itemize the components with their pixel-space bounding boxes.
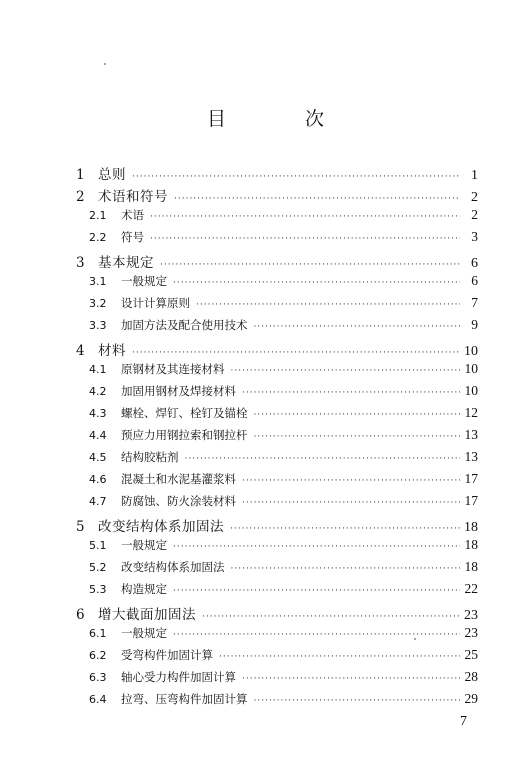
- entry-number: 1: [76, 167, 85, 183]
- entry-title: 符号: [121, 230, 144, 244]
- entry-title: 防腐蚀、防火涂装材料: [121, 494, 236, 508]
- toc-entry[interactable]: [76, 361, 478, 383]
- entry-number: 5.1: [89, 539, 107, 552]
- scan-speck: [414, 638, 416, 640]
- page-title: 目 次: [206, 108, 354, 130]
- entry-page: 1: [471, 168, 478, 183]
- toc-entry[interactable]: [76, 163, 478, 185]
- entry-title: 混凝土和水泥基灌浆料: [121, 472, 236, 486]
- entry-number: 3.3: [89, 319, 107, 332]
- entry-number: 4.1: [89, 363, 107, 376]
- dot-leader: [202, 612, 460, 622]
- entry-title: 术语: [121, 208, 144, 222]
- entry-number: 4.2: [89, 385, 107, 398]
- entry-page: 18: [464, 520, 478, 535]
- dot-leader: [254, 432, 461, 442]
- entry-number: 6.1: [89, 627, 107, 640]
- dot-leader: [242, 674, 460, 684]
- entry-page: 7: [471, 295, 478, 310]
- toc-entry[interactable]: [76, 383, 478, 405]
- entry-page: 23: [464, 625, 478, 640]
- entry-page: 2: [471, 207, 478, 222]
- toc-entry[interactable]: [76, 229, 478, 251]
- entry-page: 13: [464, 427, 478, 442]
- dot-leader: [254, 696, 461, 706]
- toc-entry[interactable]: [76, 537, 478, 559]
- entry-page: 17: [464, 471, 478, 486]
- dot-leader: [254, 322, 461, 332]
- toc-entry[interactable]: [76, 427, 478, 449]
- entry-number: 6: [76, 607, 85, 623]
- entry-page: 12: [464, 405, 478, 420]
- entry-number: 2.1: [89, 209, 107, 222]
- toc-entry[interactable]: [76, 647, 478, 669]
- dot-leader: [132, 172, 460, 182]
- entry-number: 6.2: [89, 649, 107, 662]
- toc-entry[interactable]: [76, 207, 478, 229]
- entry-number: 5: [76, 519, 85, 535]
- entry-page: 10: [464, 361, 478, 376]
- entry-page: 6: [471, 256, 478, 271]
- entry-page: 2: [471, 190, 478, 205]
- dot-leader: [242, 388, 460, 398]
- entry-title: 拉弯、压弯构件加固计算: [121, 692, 248, 706]
- entry-page: 10: [464, 344, 478, 359]
- dot-leader: [160, 260, 460, 270]
- dot-leader: [231, 564, 461, 574]
- toc-entry[interactable]: [76, 405, 478, 427]
- dot-leader: [173, 630, 460, 640]
- entry-page: 18: [464, 537, 478, 552]
- table-of-contents: [76, 163, 478, 713]
- toc-entry[interactable]: [76, 449, 478, 471]
- entry-title: 基本规定: [98, 255, 154, 271]
- entry-number: 2: [76, 189, 85, 205]
- dot-leader: [230, 524, 460, 534]
- entry-page: 3: [471, 229, 478, 244]
- dot-leader: [174, 194, 460, 204]
- entry-title: 增大截面加固法: [98, 607, 196, 623]
- dot-leader: [150, 234, 460, 244]
- dot-leader: [173, 542, 460, 552]
- toc-entry[interactable]: [76, 317, 478, 339]
- entry-title: 改变结构体系加固法: [98, 519, 224, 535]
- entry-number: 3.1: [89, 275, 107, 288]
- entry-title: 一般规定: [121, 538, 167, 552]
- entry-page: 28: [464, 669, 478, 684]
- toc-entry[interactable]: [76, 339, 478, 361]
- dot-leader: [196, 300, 460, 310]
- entry-number: 4.6: [89, 473, 107, 486]
- dot-leader: [242, 476, 460, 486]
- entry-number: 5.3: [89, 583, 107, 596]
- entry-title: 加固方法及配合使用技术: [121, 318, 248, 332]
- entry-number: 5.2: [89, 561, 107, 574]
- entry-title: 轴心受力构件加固计算: [121, 670, 236, 684]
- entry-title: 一般规定: [121, 626, 167, 640]
- entry-number: 6.4: [89, 693, 107, 706]
- toc-entry[interactable]: [76, 471, 478, 493]
- dot-leader: [231, 366, 461, 376]
- toc-entry[interactable]: [76, 251, 478, 273]
- toc-entry[interactable]: [76, 669, 478, 691]
- entry-page: 25: [464, 647, 478, 662]
- entry-title: 设计计算原则: [121, 296, 190, 310]
- entry-page: 17: [464, 493, 478, 508]
- dot-leader: [173, 586, 460, 596]
- entry-page: 18: [464, 559, 478, 574]
- toc-entry[interactable]: [76, 493, 478, 515]
- entry-page: 29: [464, 691, 478, 706]
- entry-title: 改变结构体系加固法: [121, 560, 225, 574]
- entry-number: 2.2: [89, 231, 107, 244]
- entry-page: 22: [464, 581, 478, 596]
- entry-title: 结构胶粘剂: [121, 450, 179, 464]
- dot-leader: [242, 498, 460, 508]
- entry-number: 4.3: [89, 407, 107, 420]
- entry-title: 一般规定: [121, 274, 167, 288]
- toc-entry[interactable]: [76, 559, 478, 581]
- dot-leader: [132, 348, 460, 358]
- dot-leader: [185, 454, 461, 464]
- entry-number: 4.7: [89, 495, 107, 508]
- toc-entry[interactable]: [76, 603, 478, 625]
- dot-leader: [254, 410, 461, 420]
- entry-title: 原钢材及其连接材料: [121, 362, 225, 376]
- toc-entry[interactable]: [76, 691, 478, 713]
- dot-leader: [173, 278, 460, 288]
- toc-entry[interactable]: [76, 273, 478, 295]
- entry-number: 4.4: [89, 429, 107, 442]
- toc-entry[interactable]: [76, 515, 478, 537]
- entry-number: 3: [76, 255, 85, 271]
- scan-speck: [104, 63, 106, 65]
- entry-title: 总则: [98, 167, 126, 183]
- toc-entry[interactable]: [76, 295, 478, 317]
- toc-entry[interactable]: [76, 185, 478, 207]
- entry-title: 预应力用钢拉索和钢拉杆: [121, 428, 248, 442]
- entry-title: 受弯构件加固计算: [121, 648, 213, 662]
- entry-title: 材料: [98, 343, 126, 359]
- toc-entry[interactable]: [76, 625, 478, 647]
- entry-title: 术语和符号: [98, 189, 168, 205]
- entry-title: 加固用钢材及焊接材料: [121, 384, 236, 398]
- entry-page: 9: [471, 317, 478, 332]
- entry-number: 4: [76, 343, 85, 359]
- entry-page: 6: [471, 273, 478, 288]
- entry-title: 螺栓、焊钉、栓钉及锚栓: [121, 406, 248, 420]
- entry-number: 3.2: [89, 297, 107, 310]
- entry-page: 23: [464, 608, 478, 623]
- entry-page: 13: [464, 449, 478, 464]
- entry-number: 6.3: [89, 671, 107, 684]
- entry-title: 构造规定: [121, 582, 167, 596]
- dot-leader: [150, 212, 460, 222]
- entry-page: 10: [464, 383, 478, 398]
- page-number: 7: [460, 714, 467, 729]
- toc-entry[interactable]: [76, 581, 478, 603]
- dot-leader: [219, 652, 460, 662]
- entry-number: 4.5: [89, 451, 107, 464]
